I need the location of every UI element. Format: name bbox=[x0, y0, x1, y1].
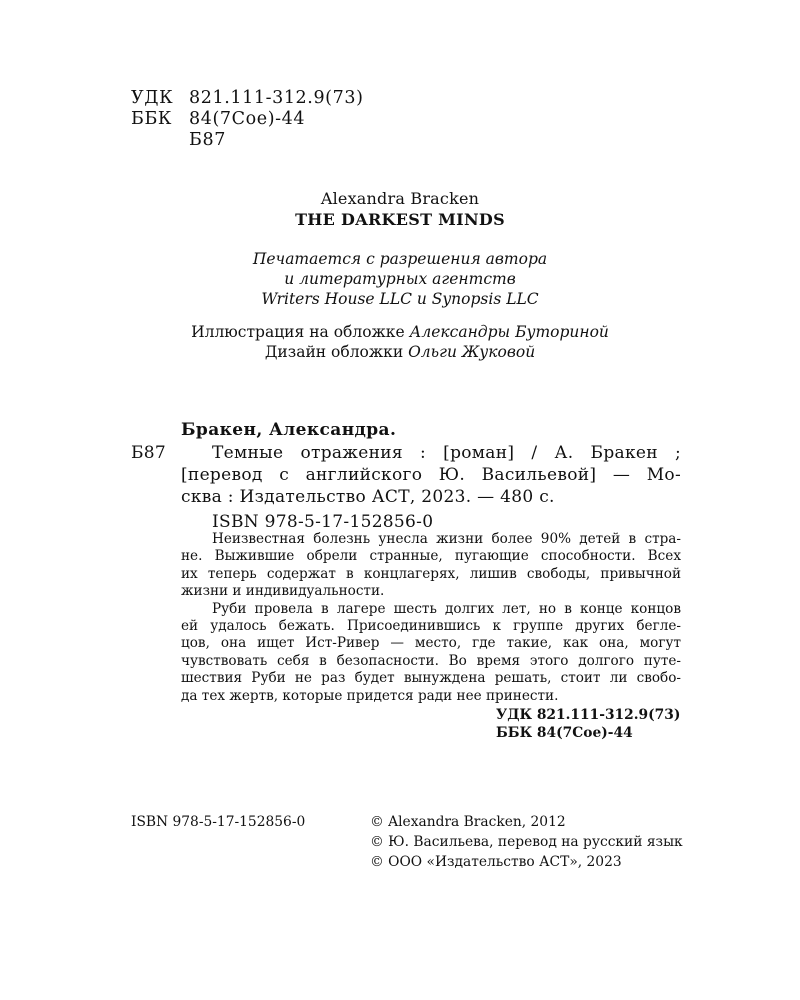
udk-row bbox=[131, 88, 364, 109]
bbk-value: 84(7Сое)-44 bbox=[189, 109, 306, 129]
catalog-description bbox=[181, 442, 681, 508]
cover-credits bbox=[0, 322, 800, 362]
classification-codes-repeat bbox=[496, 706, 680, 742]
footer-isbn: ISBN 978-5-17-152856-0 bbox=[131, 814, 306, 830]
annotation-line: Руби провела в лагере шесть долгих лет, но в конце концов bbox=[212, 600, 681, 617]
bbk-row bbox=[131, 109, 364, 130]
permission-line-3: Writers House LLC и Synopsis LLC bbox=[261, 290, 539, 308]
classification-block bbox=[131, 88, 364, 151]
copyright-line: © Ю. Васильева, перевод на русский язык bbox=[370, 834, 683, 850]
permission-notice bbox=[0, 249, 800, 309]
udk-value: 821.111-312.9(73) bbox=[189, 88, 364, 108]
annotation-line: не. Выжившие обрели странные, пугающие способности. Всех bbox=[181, 548, 681, 565]
permission-line-1: Печатается с разрешения автора bbox=[252, 250, 548, 268]
annotation-line: чувствовать себя в безопасности. Во время этого долгого путе- bbox=[181, 652, 681, 669]
catalog-line: Темные отражения : [роман] / А. Бракен ; bbox=[212, 443, 681, 463]
design-label: Дизайн обложки bbox=[264, 343, 404, 361]
author-mark: Б87 bbox=[189, 130, 226, 150]
designer-name: Ольги Жуковой bbox=[408, 343, 536, 361]
catalog-line: сква : Издательство АСТ, 2023. — 480 с. bbox=[181, 487, 555, 507]
udk-repeat: УДК 821.111-312.9(73) bbox=[496, 707, 681, 723]
annotation bbox=[181, 531, 681, 705]
catalog-heading: Бракен, Александра. bbox=[181, 420, 397, 440]
catalog-isbn: ISBN 978-5-17-152856-0 bbox=[212, 512, 434, 532]
annotation-line: ей удалось бежать. Присоединившись к группе других бегле- bbox=[181, 618, 681, 635]
bbk-label: ББК bbox=[131, 109, 173, 129]
annotation-line: жизни и индивидуальности. bbox=[181, 583, 385, 600]
design-credit bbox=[0, 342, 800, 362]
annotation-line: Неизвестная болезнь унесла жизни более 90% детей в стра- bbox=[212, 531, 681, 547]
bbk-repeat: ББК 84(7Сое)-44 bbox=[496, 725, 633, 741]
catalog-line: [перевод с английского Ю. Васильевой] — Мо- bbox=[181, 465, 681, 485]
catalog-code: Б87 bbox=[131, 443, 167, 463]
annotation-line: шествия Руби не раз будет вынуждена решать, стоит ли свобо- bbox=[181, 670, 681, 687]
annotation-line: их теперь содержат в концлагерях, лишив свободы, привычной bbox=[181, 565, 681, 582]
illustrator-name: Александры Буториной bbox=[409, 323, 609, 341]
annotation-line: цов, она ищет Ист-Ривер — место, где такие, как она, могут bbox=[181, 635, 681, 652]
permission-line-2: и литературных агентств bbox=[284, 270, 516, 288]
copyright-line: © ООО «Издательство АСТ», 2023 bbox=[370, 854, 622, 870]
copyright-line: © Alexandra Bracken, 2012 bbox=[370, 814, 566, 830]
annotation-line: да тех жертв, которые придется ради нее принести. bbox=[181, 687, 559, 704]
illustration-credit bbox=[0, 322, 800, 342]
original-title: THE DARKEST MINDS bbox=[295, 210, 505, 229]
original-author: Alexandra Bracken bbox=[320, 189, 480, 208]
author-mark-row bbox=[131, 130, 364, 151]
illustration-label: Иллюстрация на обложке bbox=[191, 323, 405, 341]
copyright-block bbox=[370, 812, 683, 872]
udk-label: УДК bbox=[131, 88, 174, 108]
